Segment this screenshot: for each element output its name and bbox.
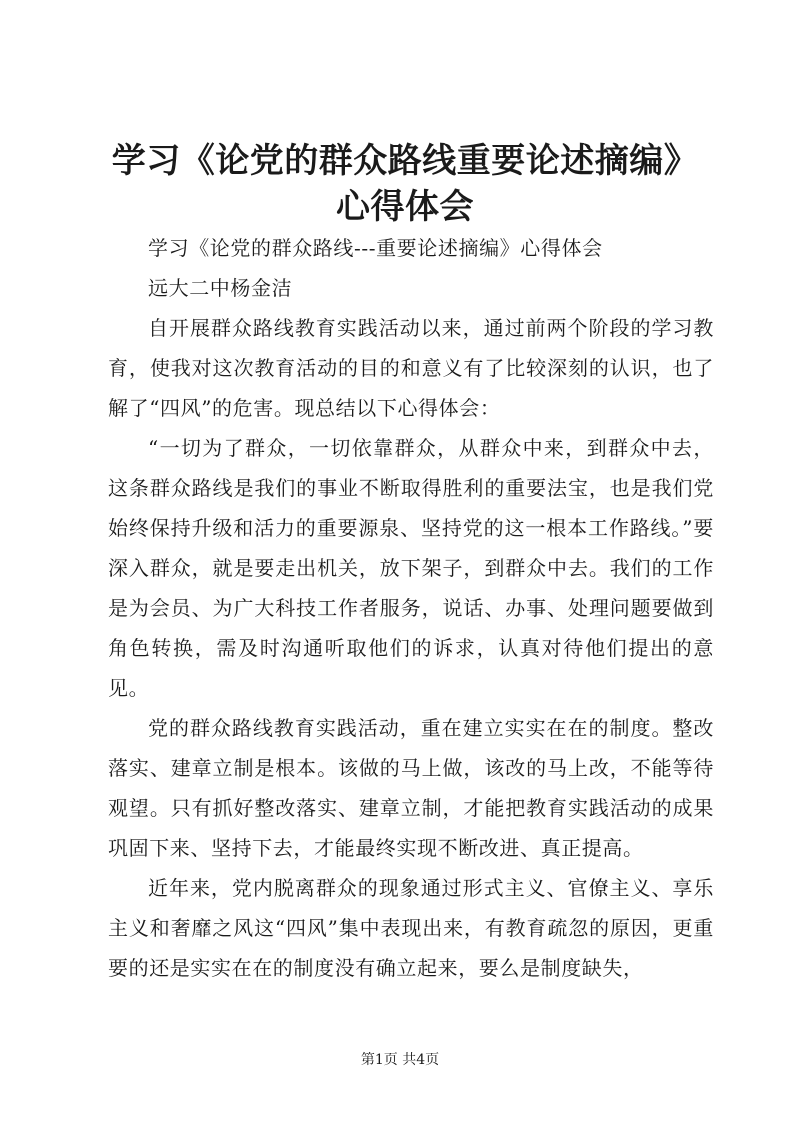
body-paragraph: “一切为了群众，一切依靠群众，从群众中来，到群众中去，这条群众路线是我们的事业不断取得胜利的重要法宝，也是我们党始终保持升级和活力的重要源泉、坚持党的这一根本工作路线。”要深入群众，就是要走出机关，放下架子，到群众中去。我们的工作是为会员、为广大科技工作者服务，说话、办事、处理问题要做到角色转换，需及时沟通听取他们的诉求，认真对待他们提出的意见。 (108, 436, 714, 700)
page-number-footer: 第1页 共4页 (360, 1052, 440, 1068)
body-paragraph: 自开展群众路线教育实践活动以来，通过前两个阶段的学习教育，使我对这次教育活动的目的和意义有了比较深刻的认识，也了解了“四风”的危害。现总结以下心得体会： (108, 316, 714, 420)
document-body (108, 228, 714, 988)
body-paragraph: 近年来，党内脱离群众的现象通过形式主义、官僚主义、享乐主义和奢靡之风这“四风”集中表现出来，有教育疏忽的原因，更重要的还是实实在在的制度没有确立起来，要么是制度缺失， (108, 876, 714, 980)
body-paragraph: 党的群众路线教育实践活动，重在建立实实在在的制度。整改落实、建章立制是根本。该做的马上做，该改的马上改，不能等待观望。只有抓好整改落实、建章立制，才能把教育实践活动的成果巩固下来、坚持下去，才能最终实现不断改进、真正提高。 (108, 716, 714, 860)
document-title: 学习《论党的群众路线重要论述摘编》心得体会 (111, 141, 699, 227)
author-line: 远大二中杨金洁 (148, 276, 293, 300)
subtitle-paragraph: 学习《论党的群众路线---重要论述摘编》心得体会 (148, 236, 603, 260)
